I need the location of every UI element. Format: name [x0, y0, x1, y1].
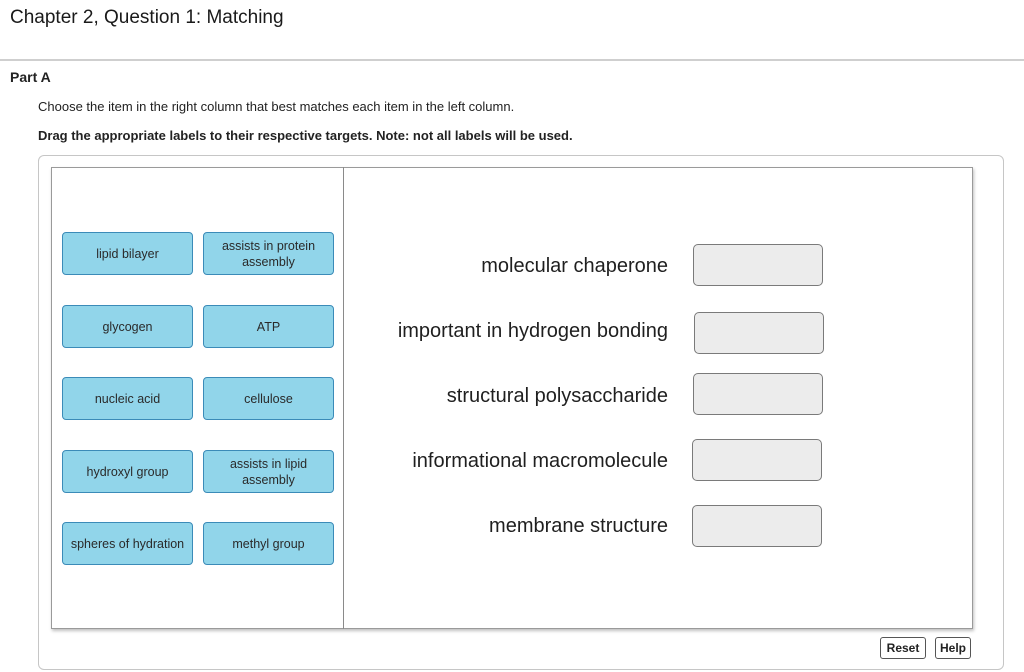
drag-label-lipid-bilayer[interactable]: lipid bilayer	[62, 232, 193, 275]
drag-label-assists-in-protein-assembly[interactable]: assists in protein assembly	[203, 232, 334, 275]
drag-label-methyl-group[interactable]: methyl group	[203, 522, 334, 565]
reset-button[interactable]: Reset	[880, 637, 926, 659]
drag-label-nucleic-acid[interactable]: nucleic acid	[62, 377, 193, 420]
drag-label-assists-in-lipid-assembly[interactable]: assists in lipid assembly	[203, 450, 334, 493]
drop-target-hydrogen-bonding[interactable]	[694, 312, 824, 354]
drop-target-structural-polysaccharide[interactable]	[693, 373, 823, 415]
drag-label-glycogen[interactable]: glycogen	[62, 305, 193, 348]
drop-target-membrane-structure[interactable]	[692, 505, 822, 547]
drop-target-informational-macromolecule[interactable]	[692, 439, 822, 481]
help-button[interactable]: Help	[935, 637, 971, 659]
target-text-molecular-chaperone: molecular chaperone	[481, 255, 668, 277]
drag-label-hydroxyl-group[interactable]: hydroxyl group	[62, 450, 193, 493]
part-label: Part A	[10, 69, 51, 85]
instructions-text: Choose the item in the right column that best matches each item in the left column.	[38, 99, 515, 114]
column-divider	[343, 167, 344, 629]
drop-target-molecular-chaperone[interactable]	[693, 244, 823, 286]
title-divider	[0, 59, 1024, 61]
target-text-hydrogen-bonding: important in hydrogen bonding	[397, 320, 668, 342]
drag-label-atp[interactable]: ATP	[203, 305, 334, 348]
drag-label-spheres-of-hydration[interactable]: spheres of hydration	[62, 522, 193, 565]
instructions-bold: Drag the appropriate labels to their respective targets. Note: not all labels will be used.	[38, 128, 573, 143]
target-text-structural-polysaccharide: structural polysaccharide	[446, 385, 668, 407]
drag-label-cellulose[interactable]: cellulose	[203, 377, 334, 420]
page-title: Chapter 2, Question 1: Matching	[10, 7, 284, 28]
target-text-informational-macromolecule: informational macromolecule	[412, 450, 668, 472]
target-text-membrane-structure: membrane structure	[489, 515, 668, 537]
